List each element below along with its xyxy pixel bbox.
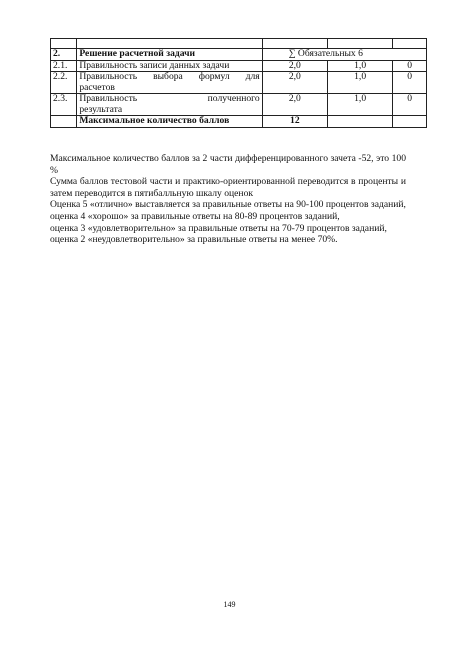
paragraph: оценка 3 «удовлетворительно» за правильные ответы на 70-79 процентов заданий, bbox=[50, 222, 387, 234]
page-number: 149 bbox=[223, 600, 236, 609]
row-zero-points: 0 bbox=[393, 60, 427, 72]
paragraph: Максимальное количество баллов за 2 части дифференцированного зачета -52, это 100 % bbox=[50, 153, 406, 176]
section-title: Решение расчетной задачи bbox=[77, 49, 262, 61]
row-number: 2.1. bbox=[51, 60, 77, 72]
table-cell bbox=[51, 116, 77, 128]
row-zero-points: 0 bbox=[393, 72, 427, 94]
row-zero-points: 0 bbox=[393, 94, 427, 116]
table-cell bbox=[327, 116, 392, 128]
section-mandatory-note: ∑ Обязательных 6 bbox=[262, 49, 426, 61]
row-criterion bbox=[77, 72, 262, 94]
table-row bbox=[51, 72, 427, 94]
row-number: 2.2. bbox=[51, 72, 77, 94]
total-label: Максимальное количество баллов bbox=[77, 116, 262, 128]
table-cell bbox=[393, 39, 427, 49]
table-cell bbox=[393, 116, 427, 128]
table-cell bbox=[77, 39, 262, 49]
grading-explanation bbox=[50, 153, 406, 246]
row-number: 2.3. bbox=[51, 94, 77, 116]
row-criterion-line: Правильность полученного bbox=[79, 93, 260, 104]
table-cell bbox=[327, 39, 392, 49]
total-value: 12 bbox=[262, 116, 327, 128]
section-number: 2. bbox=[51, 49, 77, 61]
grading-table bbox=[50, 38, 427, 128]
row-partial-points: 1,0 bbox=[327, 72, 392, 94]
row-criterion-line: Правильность выбора формул для bbox=[79, 71, 260, 82]
paragraph: оценка 4 «хорошо» за правильные ответы на 80-89 процентов заданий, bbox=[50, 210, 340, 222]
row-criterion-line: результата bbox=[79, 103, 123, 115]
row-criterion bbox=[77, 94, 262, 116]
section-row bbox=[51, 49, 427, 61]
row-partial-points: 1,0 bbox=[327, 60, 392, 72]
row-criterion: Правильность записи данных задачи bbox=[77, 60, 262, 72]
row-partial-points: 1,0 bbox=[327, 94, 392, 116]
table-cell bbox=[51, 39, 77, 49]
row-points: 2,0 bbox=[262, 72, 327, 94]
paragraph: Оценка 5 «отлично» выставляется за правильные ответы на 90-100 процентов заданий, bbox=[50, 199, 406, 211]
paragraph: оценка 2 «неудовлетворительно» за правильные ответы на менее 70%. bbox=[50, 234, 338, 246]
total-row bbox=[51, 116, 427, 128]
table-cell bbox=[262, 39, 327, 49]
table-header-blank-row bbox=[51, 39, 427, 49]
row-points: 2,0 bbox=[262, 94, 327, 116]
row-points: 2,0 bbox=[262, 60, 327, 72]
table-row bbox=[51, 60, 427, 72]
table-row bbox=[51, 94, 427, 116]
paragraph: Сумма баллов тестовой части и практико-ориентированной переводится в проценты и затем переводится в пятибалльную шкалу оценок bbox=[50, 176, 406, 199]
row-criterion-line: расчетов bbox=[79, 81, 115, 93]
